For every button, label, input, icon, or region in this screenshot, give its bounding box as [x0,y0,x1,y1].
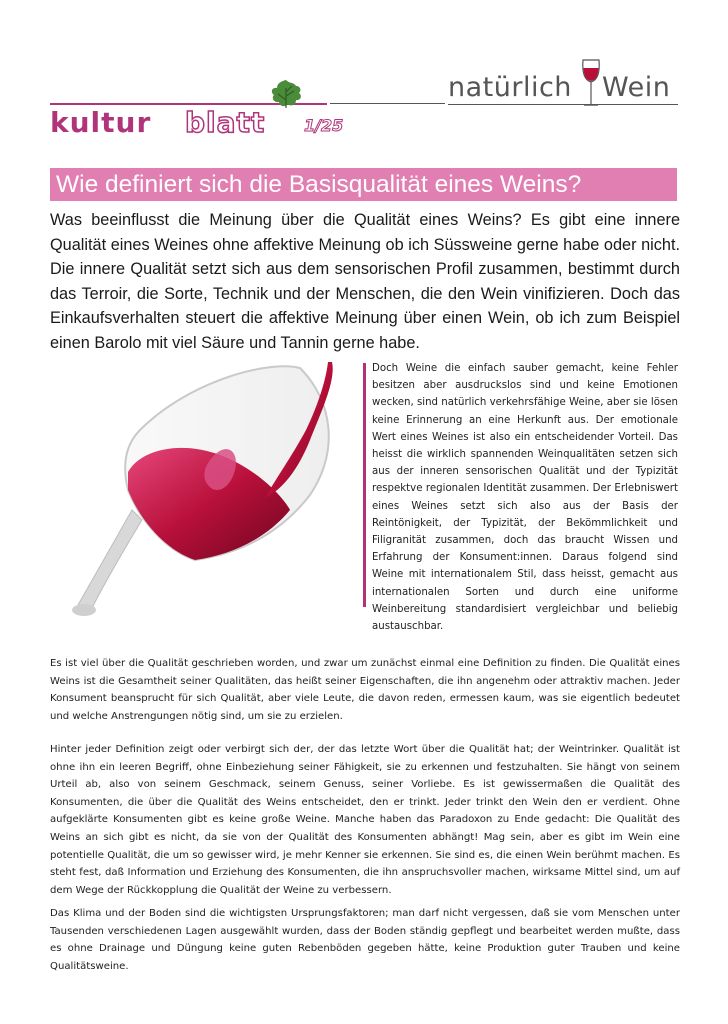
body-paragraph-2: Hinter jeder Definition zeigt oder verbirgt sich der, der das letzte Wort über die Qualität hat; der Weintrinker. Qualität ist ohne ihn ein leeren Begriff, ohne Einbeziehung seiner Fähigkeit, sie zu erkennen und festzuhalten. Sie hängt von seinem Urteil ab, also von seinem Geschmack, seinem Genuss, seiner Vorliebe. Es ist gewissermaßen die Qualität des Konsumenten, die über die Qualität des Weins entscheidet, den er trinkt. Jeder trinkt den Wein den er verdient. Ohne aufgeklärte Konsumenten gibt es keine große Weine. Manche haben das Paradoxon zu Ende gedacht: Die Qualität des Weins an sich gibt es nicht, da sie von der Qualität des Konsumenten abhängt! Mag sein, aber es gibt im Wein eine potentielle Qualität, die um so gewisser wird, je mehr Kenner sie erkennen. Sie sind es, die einen Wein berühmt machen. Es steht fest, daß Information und Erziehung des Konsumenten, die ihn anspruchsvoller machen, wirksame Mittel sind, um auf dem Wege der Rückkopplung die Qualität der Weine zu verbessern. [50,744,680,896]
brand-blatt: blatt [185,106,266,139]
wine-glass-icon [580,58,602,110]
partner-rule [330,103,445,104]
issue-number: 1/25 [304,116,344,135]
article-title: Wie definiert sich die Basisqualität eines Weins? [56,171,582,198]
vine-leaf-icon [268,78,304,112]
wine-pour-image [70,360,355,622]
article-intro: Was beeinflusst die Meinung über die Qualität eines Weins? Es gibt eine innere Qualität eines Weines ohne affektive Meinung ob ich Süssweine gerne habe oder nicht. Die innere Qualität setzt sich aus dem sensorischen Profil zusammen, bestimmt durch das Terroir, die Sorte, Technik und der Menschen, die den Wein vinifizieren. Doch das Einkaufsverhalten steuert die affektive Meinung über einen Wein, ob ich zum Beispiel einen Barolo mit viel Säure und Tannin gerne habe. [50,211,680,352]
partner-logo-right: Wein [602,72,671,103]
partner-underline [448,104,678,105]
partner-logo-left: natürlich [448,72,572,103]
body-paragraph-1: Es ist viel über die Qualität geschrieben worden, und zwar um zunächst einmal eine Definition zu finden. Die Qualität eines Weins ist die Gesamtheit seiner Qualitäten, das heißt seiner Eigenschaften, die ihn angenehm oder attraktiv machen. Jeder Konsument beansprucht für sich Qualität, aber viele Leute, die davon reden, ermessen kaum, was sie eigentlich bedeutet und welche Anstrengungen nötig sind, um sie zu erzielen. [50,658,680,722]
sidebar-text: Doch Weine die einfach sauber gemacht, keine Fehler besitzen aber ausdruckslos sind und keine Emotionen wecken, sind natürlich verkehrsfähige Weine, aber sie lösen keine Erinnerung an eine Herkunft aus. Der emotionale Wert eines Weines ist also ein entscheidender Vorteil. Das heisst die wirklich spannenden Weinqualitäten setzen sich aus der inneren sensorischen Qualität und der Typizität respektve regionalen Identität zusammen. Der Erlebniswert eines Weines setzt sich also aus der Basis der Reintönigkeit, der Typizität, der Bekömmlichkeit und Filigranität zusammen, doch das braucht Wissen und Erfahrung der Konsument:innen. Daraus folgend sind Weine mit internationalem Stil, dass heisst, gemacht aus internationalen Sorten und durch eine uniforme Weinbereitung standardisiert vergleichbar und beliebig austauschbar. [372,363,678,633]
body-paragraph-3: Das Klima und der Boden sind die wichtigsten Ursprungsfaktoren; man darf nicht vergessen, daß sie vom Menschen unter Tausenden verschiedenen Lagen ausgewählt wurden, dass der Boden ständig gepflegt und bearbeitet werden mußte, dass es ohne Drainage und Düngung keine guten Rebenböden gegeben hätte, keine Produktion guter Trauben und keine Qualitätsweine. [50,908,680,972]
sidebar-accent-rule [363,363,366,607]
brand-kultur: kultur [50,106,152,139]
